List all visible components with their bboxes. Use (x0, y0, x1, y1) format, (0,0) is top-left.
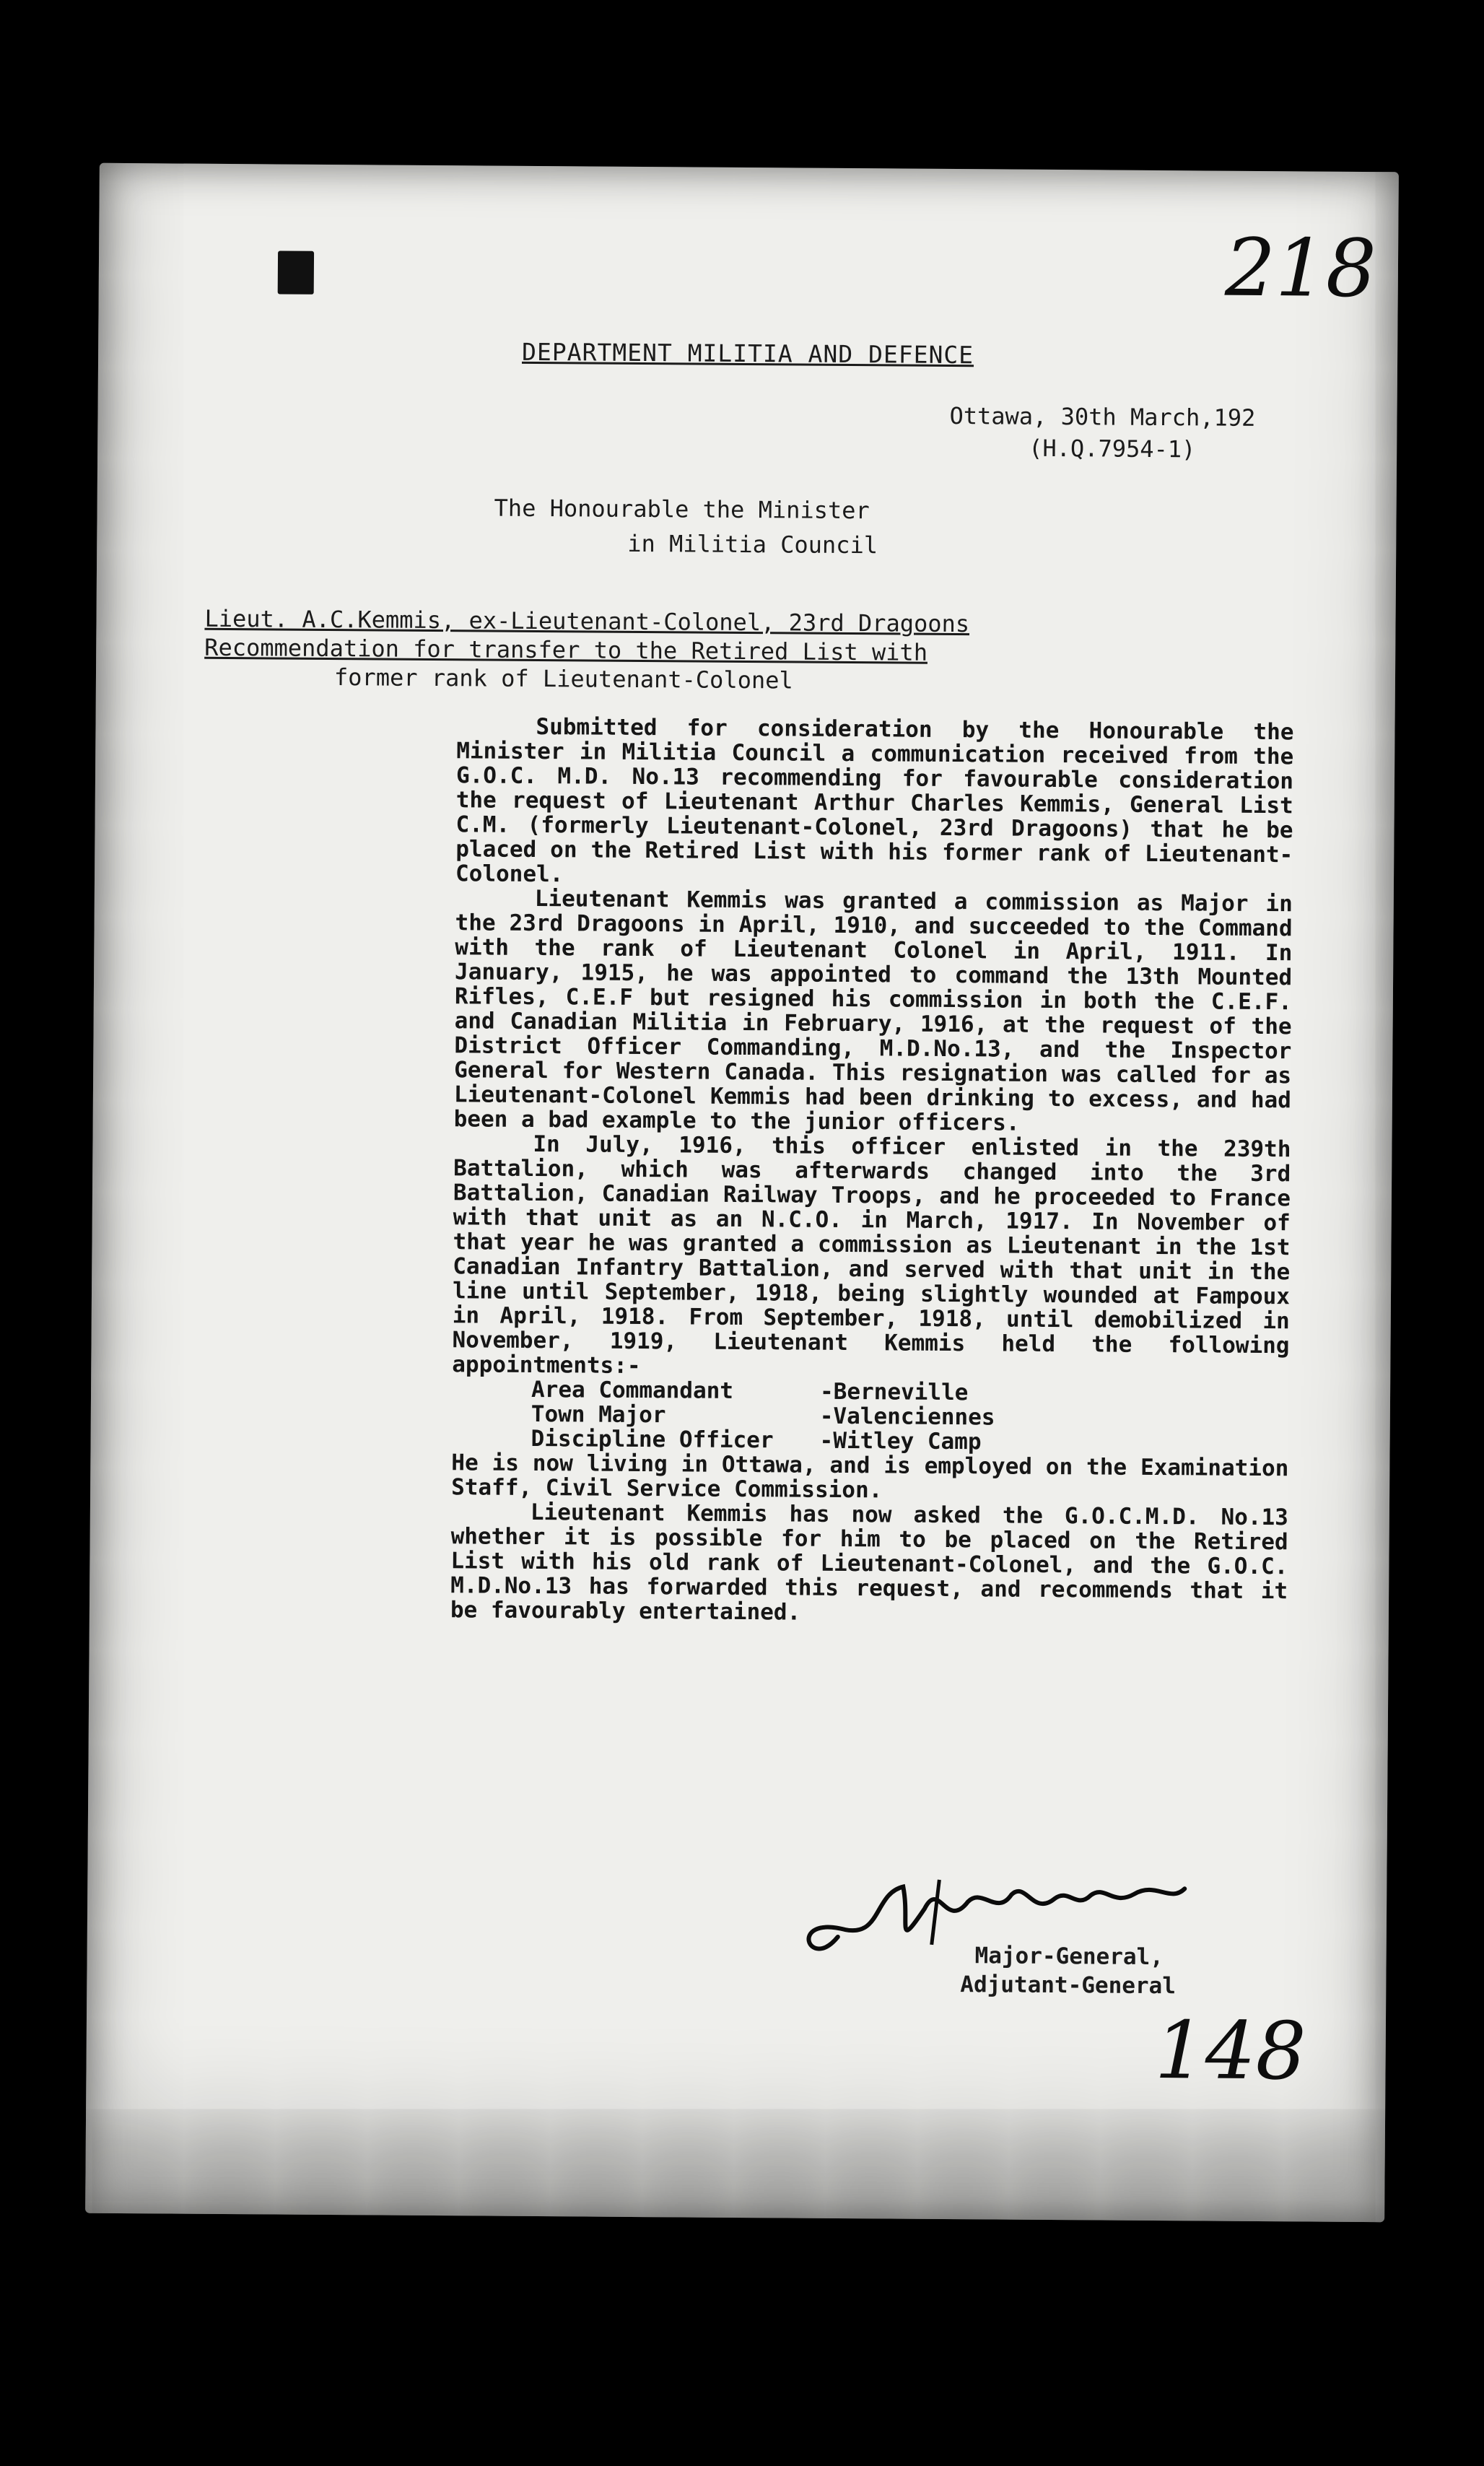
subject-line: former rank of Lieutenant-Colonel (333, 663, 793, 694)
addressee (494, 491, 878, 563)
appointments-list (531, 1377, 1289, 1456)
subject-line: Lieut. A.C.Kemmis, ex-Lieutenant-Colonel, 23rd Dragoons (204, 604, 970, 638)
paragraph: He is now living in Ottawa, and is employed on the Examination Staff, Civil Service Commission. (451, 1450, 1289, 1504)
addressee-line: The Honourable the Minister (494, 494, 870, 525)
appointment-role: Town Major (531, 1400, 666, 1429)
paragraph: In July, 1916, this officer enlisted in the 239th Battalion, which was afterwards changed into the 3rd Battalion, Canadian Railway Troops, and he proceeded to France with that unit as an N.C.O. in March, 1917. In November of that year he was granted a commission as Lieutenant in the 1st Canadian Infantry Battalion, and served with that unit in the line until September, 1918, being slightly wounded at Fampoux in April, 1918. From September, 1918, until demobilized in November, 1919, Lieutenant Kemmis held the following appointments:- (452, 1130, 1291, 1380)
memo-body (450, 714, 1294, 1628)
signature-block (960, 1941, 1176, 2000)
appointment-place: -Witley Camp (819, 1427, 982, 1455)
paragraph: Submitted for consideration by the Honourable the Minister in Militia Council a communication received from the G.O.C. M.D. No.13 recommending for favourable consideration the request of Lieutenant Arthur Charles Kemmis, General List C.M. (formerly Lieutenant-Colonel, 23rd Dragoons) that he be placed on the Retired List with his former rank of Lieutenant-Colonel. (455, 713, 1294, 888)
subject-block (204, 604, 1201, 698)
document-page (85, 163, 1399, 2222)
signature-title: Adjutant-General (960, 1972, 1177, 2000)
paragraph: Lieutenant Kemmis has now asked the G.O.C.M.D. No.13 whether it is possible for him to be placed on the Retired List with his old rank of Lieutenant-Colonel, and the G.O.C. M.D.No.13 has forwarded this request, and recommends that it be favourably entertained. (450, 1499, 1289, 1626)
appointment-place: -Valenciennes (819, 1403, 995, 1431)
folio-number-bottom: 148 (1154, 2004, 1307, 2098)
date-block (949, 400, 1255, 466)
place-date: Ottawa, 30th March,192 (949, 401, 1256, 432)
punch-hole-mark (278, 250, 314, 294)
appointment-place: -Berneville (819, 1378, 969, 1406)
file-reference: (H.Q.7954-1) (1029, 434, 1196, 463)
addressee-line: in Militia Council (627, 529, 878, 559)
signature-rank: Major-General, (974, 1943, 1164, 1971)
department-header: DEPARTMENT MILITIA AND DEFENCE (521, 337, 974, 370)
appointment-role: Area Commandant (531, 1376, 734, 1404)
paragraph: Lieutenant Kemmis was granted a commission as Major in the 23rd Dragoons in April, 1910, and succeeded to the Command with the rank of Lieutenant Colonel in April, 1911. In January, 1915, he was appointed to command the 13th Mounted Rifles, C.E.F but resigned his commission in both the C.E.F. and Canadian Militia in February, 1916, at the request of the District Officer Commanding, M.D.No.13, and the Inspector General for Western Canada. This resignation was called for as Lieutenant-Colonel Kemmis had been drinking to excess, and had been a bad example to the junior officers. (453, 885, 1293, 1136)
subject-line: Recommendation for transfer to the Retired List with (204, 633, 928, 666)
appointment-role: Discipline Officer (531, 1425, 774, 1454)
folio-number-top: 218 (1224, 221, 1377, 315)
